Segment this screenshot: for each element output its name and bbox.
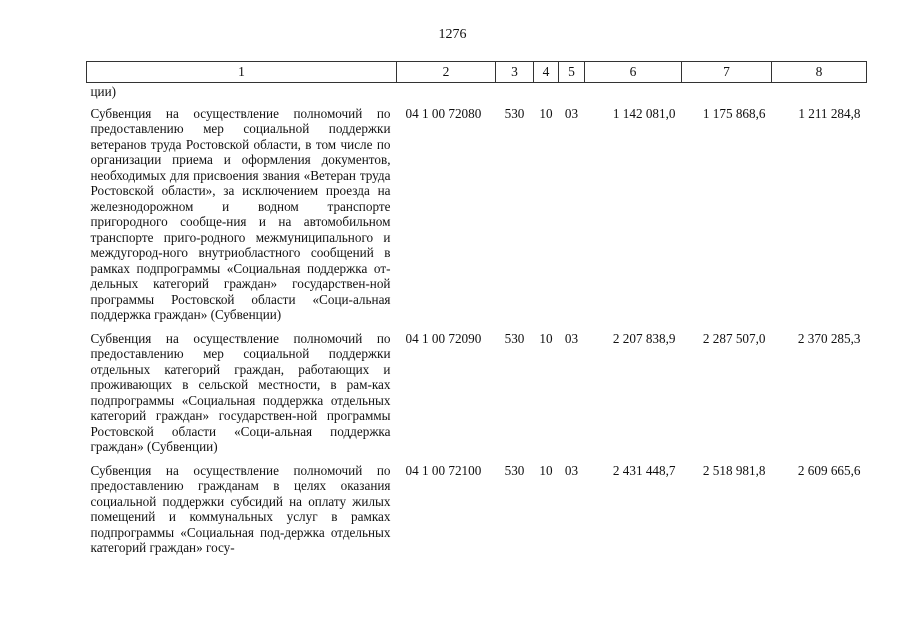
row-amount-2: 2 287 507,0 — [702, 330, 766, 346]
row-vr: 530 — [504, 330, 525, 346]
row-amount-1: 1 142 081,0 — [612, 105, 676, 121]
row-pr: 03 — [564, 462, 579, 478]
row-pr: 03 — [564, 330, 579, 346]
header-col-6: 6 — [585, 62, 682, 83]
row-description: Субвенция на осуществление полномочий по предоставлению мер социальной поддержки отдельных категорий граждан, работающих и проживающих в сельской местности, в рам-ках подпрограммы «Социальная поддержка отдельных категорий граждан» государствен-ной программы Ростовской области «Соци-альная поддержка граждан» (Субвенции) — [90, 330, 391, 454]
header-col-7: 7 — [682, 62, 772, 83]
row-amount-3: 2 609 665,6 — [797, 462, 861, 478]
header-col-2: 2 — [397, 62, 496, 83]
header-col-1: 1 — [87, 62, 397, 83]
row-amount-2: 2 518 981,8 — [702, 462, 766, 478]
row-description: Субвенция на осуществление полномочий по предоставлению мер социальной поддержки ветеранов труда Ростовской области, в том числе по организации приема и оформления документов, необходимых для присвоения звания «Ветеран труда Ростовской области», за исключением проезда на железнодорожном и водном транспорте пригородного сообще-ния и на автомобильном транспорте приго-родного межмуниципального и междугород-ного внутриобластного сообщений в рамках подпрограммы «Социальная поддержка от-дельных категорий граждан» государствен-ной программы Ростовской области «Соци-альная поддержка граждан» (Субвенции) — [90, 105, 391, 322]
row-amount-2: 1 175 868,6 — [702, 105, 766, 121]
row-rz: 10 — [539, 105, 553, 121]
row-code: 04 1 00 72090 — [405, 330, 482, 346]
header-col-3: 3 — [496, 62, 534, 83]
table-row — [87, 461, 867, 562]
row-pr: 03 — [564, 105, 579, 121]
table-body — [87, 83, 867, 562]
row-rz: 10 — [539, 330, 553, 346]
row-code: 04 1 00 72080 — [405, 105, 482, 121]
page-number: 1276 — [438, 27, 467, 42]
header-col-8: 8 — [772, 62, 867, 83]
continuation-text: ции) — [90, 84, 117, 99]
row-amount-1: 2 207 838,9 — [612, 330, 676, 346]
header-row — [87, 62, 867, 83]
row-rz: 10 — [539, 462, 553, 478]
table-header — [87, 62, 867, 83]
budget-table — [86, 61, 867, 562]
table-row — [87, 104, 867, 329]
table-row — [87, 329, 867, 461]
row-description: Субвенция на осуществление полномочий по предоставлению гражданам в целях оказания социальной поддержки субсидий на оплату жилых помещений и коммунальных услуг в рамках подпрограммы «Социальная под-держка отдельных категорий граждан» госу- — [90, 462, 391, 555]
row-code: 04 1 00 72100 — [405, 462, 482, 478]
header-col-4: 4 — [534, 62, 559, 83]
continuation-row — [87, 83, 867, 104]
row-amount-1: 2 431 448,7 — [612, 462, 676, 478]
header-col-5: 5 — [559, 62, 585, 83]
row-amount-3: 1 211 284,8 — [798, 105, 861, 121]
row-vr: 530 — [504, 105, 525, 121]
row-amount-3: 2 370 285,3 — [797, 330, 861, 346]
row-vr: 530 — [504, 462, 525, 478]
